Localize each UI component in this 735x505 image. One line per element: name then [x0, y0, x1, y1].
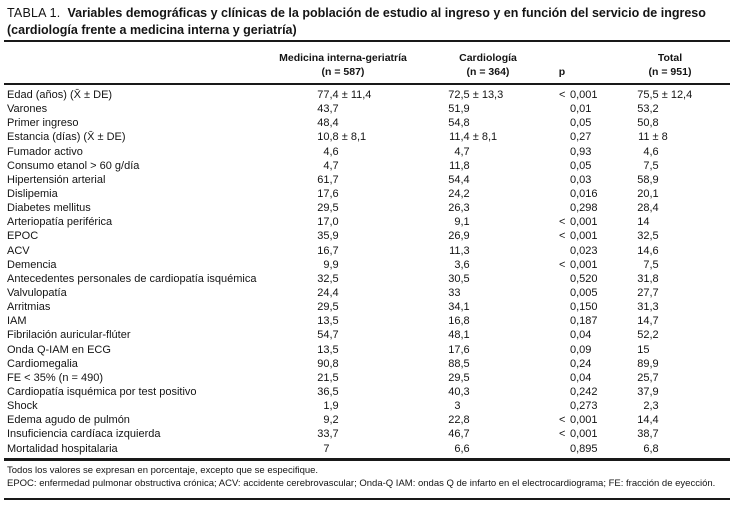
- cell-card: 48,1: [448, 329, 470, 342]
- less-than-sign: <: [559, 89, 566, 101]
- cell-med: 21,5: [317, 371, 339, 384]
- table-row: [0, 286, 735, 300]
- cell-med: 43,7: [317, 103, 339, 116]
- row-label: Fumador activo: [7, 145, 83, 158]
- cell-total: 50,8: [637, 117, 659, 130]
- integer-part: 28: [637, 202, 650, 215]
- divider-footer: [4, 498, 730, 500]
- integer-part: 54: [448, 117, 461, 130]
- integer-part: 13: [317, 343, 330, 356]
- row-label: ACV: [7, 244, 30, 257]
- integer-part: 75: [637, 89, 650, 101]
- column-header-label: Total: [657, 52, 683, 64]
- row-label: Valvulopatía: [7, 286, 67, 299]
- cell-total: 37,9: [637, 385, 659, 398]
- cell-total: 14,6: [637, 244, 659, 257]
- cell-p: 0,05: [570, 117, 592, 130]
- less-than-sign: <: [559, 216, 566, 229]
- cell-med: [317, 442, 330, 456]
- integer-part: 33: [448, 286, 461, 299]
- less-than-sign: <: [559, 230, 566, 243]
- column-header-cardiologia: [459, 51, 517, 79]
- integer-part: 51: [448, 103, 461, 116]
- cell-total: 25,7: [637, 371, 659, 384]
- cell-med: 33,7: [317, 428, 339, 441]
- row-label: Edema agudo de pulmón: [7, 414, 130, 427]
- integer-part: 21: [317, 371, 330, 384]
- integer-part: 27: [637, 286, 650, 299]
- cell-total: 31,8: [637, 272, 659, 285]
- table-row: [0, 371, 735, 385]
- cell-med: 13,5: [317, 315, 339, 328]
- cell-med: 35,9: [317, 230, 339, 243]
- integer-part: 54: [317, 329, 330, 342]
- cell-total: 89,9: [637, 357, 659, 370]
- integer-part: 48: [448, 329, 461, 342]
- cell-total: 27,7: [637, 286, 659, 299]
- cell-p: 0,04: [570, 329, 592, 342]
- table-row: [0, 201, 735, 215]
- cell-p: < 0,001: [559, 414, 598, 427]
- row-label: Primer ingreso: [7, 117, 79, 130]
- cell-p: 0,05: [570, 159, 592, 172]
- column-header-medicina-interna-geriatria: [279, 51, 407, 79]
- integer-part: 6: [454, 442, 461, 455]
- integer-part: 58: [637, 173, 650, 186]
- table-row: [0, 187, 735, 201]
- integer-part: 61: [317, 173, 330, 186]
- row-label: Arteriopatía periférica: [7, 216, 113, 229]
- table-row: [0, 300, 735, 314]
- integer-part: 24: [317, 286, 330, 299]
- integer-part: 4: [323, 159, 330, 172]
- cell-card: 11,4 ± 8,1: [449, 131, 498, 144]
- cell-p: 0,187: [570, 315, 598, 328]
- integer-part: 31: [637, 272, 650, 285]
- cell-total: 38,7: [637, 428, 659, 441]
- row-label: Diabetes mellitus: [7, 202, 91, 215]
- integer-part: 25: [637, 371, 650, 384]
- table-row: [0, 272, 735, 286]
- integer-part: 40: [448, 385, 461, 398]
- integer-part: 11: [449, 244, 461, 257]
- integer-part: 4: [323, 145, 330, 158]
- integer-part: 17: [448, 343, 461, 356]
- cell-total: 75,5 ± 12,4: [637, 89, 693, 101]
- cell-card: 34,1: [448, 301, 470, 314]
- integer-part: 48: [317, 117, 330, 130]
- integer-part: 16: [317, 244, 330, 257]
- cell-p: < 0,001: [559, 428, 598, 441]
- cell-total: 7,5: [637, 258, 659, 272]
- integer-part: 17: [317, 216, 330, 229]
- integer-part: 7: [323, 442, 330, 455]
- cell-total: 52,2: [637, 329, 659, 342]
- cell-total: 7,5: [637, 159, 659, 173]
- table-caption: [7, 5, 730, 39]
- cell-p: 0,03: [570, 173, 592, 186]
- integer-part: 88: [448, 357, 461, 370]
- table-row: [0, 173, 735, 187]
- cell-p: 0,09: [570, 343, 592, 356]
- cell-med: 16,7: [317, 244, 339, 257]
- integer-part: 24: [448, 187, 461, 200]
- integer-part: 14: [637, 216, 650, 229]
- integer-part: 3: [454, 400, 461, 413]
- cell-med: 48,4: [317, 117, 339, 130]
- table-row: [0, 399, 735, 413]
- integer-part: 29: [317, 202, 330, 215]
- table-row: [0, 116, 735, 130]
- cell-total: 6,8: [637, 442, 659, 456]
- integer-part: 14: [637, 244, 650, 257]
- cell-p: 0,023: [570, 244, 598, 257]
- integer-part: 16: [448, 315, 461, 328]
- table-row: [0, 314, 735, 328]
- integer-part: 72: [448, 89, 461, 101]
- cell-p: 0,93: [570, 145, 592, 158]
- column-header-p-value: [559, 65, 565, 79]
- integer-part: 35: [317, 230, 330, 243]
- column-header-label: Cardiología: [459, 52, 517, 64]
- cell-total: 11 ± 8: [638, 131, 668, 144]
- less-than-sign: <: [559, 414, 566, 427]
- integer-part: 1: [323, 400, 330, 413]
- cell-card: 46,7: [448, 428, 470, 441]
- integer-part: 13: [317, 315, 330, 328]
- row-label: FE < 35% (n = 490): [7, 371, 103, 384]
- cell-p: 0,150: [570, 301, 598, 314]
- cell-med: 90,8: [317, 357, 339, 370]
- less-than-sign: <: [559, 258, 566, 271]
- cell-card: 9,1: [448, 215, 470, 229]
- table-row: [0, 159, 735, 173]
- row-label: Antecedentes personales de cardiopatía isquémica: [7, 272, 257, 285]
- table-row: [0, 442, 735, 456]
- integer-part: 11: [449, 159, 461, 172]
- cell-card: [448, 399, 461, 413]
- cell-total: 2,3: [637, 399, 659, 413]
- cell-med: 61,7: [317, 173, 339, 186]
- column-header-label: Medicina interna-geriatría: [279, 52, 407, 64]
- integer-part: 14: [637, 315, 650, 328]
- cell-total: [637, 343, 650, 357]
- table-number: TABLA 1.: [7, 6, 61, 20]
- cell-med: 29,5: [317, 202, 339, 215]
- integer-part: 9: [323, 414, 330, 427]
- row-label: Demencia: [7, 258, 57, 271]
- cell-med: 13,5: [317, 343, 339, 356]
- cell-med: 4,7: [317, 159, 339, 173]
- cell-p: 0,242: [570, 385, 598, 398]
- cell-p: < 0,001: [559, 230, 598, 243]
- integer-part: 77: [317, 89, 330, 101]
- row-label: Hipertensión arterial: [7, 173, 106, 186]
- cell-total: [637, 215, 650, 229]
- row-label: Varones: [7, 103, 48, 116]
- cell-med: 1,9: [317, 399, 339, 413]
- integer-part: 89: [637, 357, 650, 370]
- column-header-total: [649, 51, 692, 79]
- table-row: [0, 102, 735, 116]
- cell-med: 4,6: [317, 145, 339, 159]
- integer-part: 22: [448, 414, 461, 427]
- integer-part: 20: [637, 187, 650, 200]
- cell-card: 51,9: [448, 103, 470, 116]
- cell-card: 72,5 ± 13,3: [448, 89, 504, 101]
- cell-p: 0,520: [570, 272, 598, 285]
- cell-total: 32,5: [637, 230, 659, 243]
- table-caption-text: Variables demográficas y clínicas de la población de estudio al ingreso y en función del servicio de ingreso (cardiología frente a medicina interna y geriatría): [7, 6, 706, 37]
- integer-part: 6: [643, 442, 650, 455]
- cell-total: 58,9: [637, 173, 659, 186]
- integer-part: 26: [448, 202, 461, 215]
- cell-med: 29,5: [317, 301, 339, 314]
- integer-part: 11: [638, 131, 650, 144]
- cell-med: 32,5: [317, 272, 339, 285]
- cell-p: 0,895: [570, 442, 598, 455]
- cell-p: 0,273: [570, 400, 598, 413]
- integer-part: 46: [448, 428, 461, 441]
- footnote-values-note: Todos los valores se expresan en porcentaje, excepto que se especifique.: [7, 465, 319, 476]
- table-row: [0, 229, 735, 243]
- table-row: [0, 88, 735, 102]
- footnote-abbreviations: EPOC: enfermedad pulmonar obstructiva crónica; ACV: accidente cerebrovascular; Onda-Q IAM: ondas Q de infarto en el electrocardiograma; FE: fracción de eyección.: [7, 478, 716, 489]
- divider-header: [4, 83, 730, 85]
- integer-part: 37: [637, 385, 650, 398]
- integer-part: 32: [317, 272, 330, 285]
- row-label: Edad (años) (X̄ ± DE): [7, 89, 113, 101]
- integer-part: 4: [454, 145, 461, 158]
- table-row: [0, 258, 735, 272]
- integer-part: 9: [454, 216, 461, 229]
- integer-part: 32: [637, 230, 650, 243]
- integer-part: 11: [449, 131, 461, 144]
- integer-part: 2: [643, 400, 650, 413]
- row-label: Fibrilación auricular-flúter: [7, 329, 131, 342]
- integer-part: 53: [637, 103, 650, 116]
- cell-p: 0,298: [570, 202, 598, 215]
- cell-card: 29,5: [448, 371, 470, 384]
- integer-part: 43: [317, 103, 330, 116]
- integer-part: 31: [637, 301, 650, 314]
- cell-p: 0,04: [570, 371, 592, 384]
- integer-part: 26: [448, 230, 461, 243]
- integer-part: 34: [448, 301, 461, 314]
- integer-part: 30: [448, 272, 461, 285]
- integer-part: 14: [637, 414, 650, 427]
- cell-med: 54,7: [317, 329, 339, 342]
- table-row: [0, 427, 735, 441]
- integer-part: 38: [637, 428, 650, 441]
- integer-part: 9: [323, 258, 330, 271]
- table-row: [0, 343, 735, 357]
- cell-card: 11,8: [449, 159, 470, 172]
- cell-med: 10,8 ± 8,1: [317, 131, 367, 144]
- integer-part: 90: [317, 357, 330, 370]
- cell-card: 30,5: [448, 272, 470, 285]
- cell-card: 3,6: [448, 258, 470, 272]
- integer-part: 7: [643, 159, 650, 172]
- table-row: [0, 385, 735, 399]
- row-label: Arritmias: [7, 301, 51, 314]
- row-label: Mortalidad hospitalaria: [7, 442, 118, 455]
- integer-part: 15: [637, 343, 650, 356]
- cell-med: 17,6: [317, 187, 339, 200]
- cell-total: 14,4: [637, 414, 659, 427]
- cell-med: 9,2: [317, 413, 339, 427]
- cell-p: 0,01: [570, 103, 592, 116]
- row-label: Onda Q-IAM en ECG: [7, 343, 111, 356]
- cell-card: 17,6: [448, 343, 470, 356]
- cell-med: 9,9: [317, 258, 339, 272]
- cell-card: [448, 286, 461, 300]
- row-label: Estancia (días) (X̄ ± DE): [7, 131, 126, 144]
- row-label: Insuficiencia cardíaca izquierda: [7, 428, 161, 441]
- row-label: EPOC: [7, 230, 39, 243]
- column-header-label: p: [558, 66, 566, 78]
- integer-part: 50: [637, 117, 650, 130]
- table-body: [0, 88, 735, 456]
- row-label: Dislipemia: [7, 187, 58, 200]
- table-row: [0, 145, 735, 159]
- cell-med: 77,4 ± 11,4: [317, 89, 372, 101]
- cell-card: 24,2: [448, 187, 470, 200]
- table-footnotes: [7, 464, 733, 490]
- cell-card: 22,8: [448, 414, 470, 427]
- table-row: [0, 215, 735, 229]
- cell-total: 20,1: [637, 187, 659, 200]
- integer-part: 29: [448, 371, 461, 384]
- table-row: [0, 357, 735, 371]
- divider-top: [4, 40, 730, 42]
- cell-p: < 0,001: [559, 89, 598, 101]
- cell-total: 28,4: [637, 202, 659, 215]
- cell-card: 4,7: [448, 145, 470, 159]
- less-than-sign: <: [559, 428, 566, 441]
- cell-card: 16,8: [448, 315, 470, 328]
- integer-part: 52: [637, 329, 650, 342]
- cell-card: 26,3: [448, 202, 470, 215]
- cell-total: 31,3: [637, 301, 659, 314]
- column-header-n: (n = 951): [648, 66, 692, 78]
- integer-part: 54: [448, 173, 461, 186]
- cell-p: 0,27: [570, 131, 592, 144]
- cell-card: 26,9: [448, 230, 470, 243]
- cell-p: < 0,001: [559, 258, 598, 271]
- integer-part: 33: [317, 428, 330, 441]
- cell-total: 4,6: [637, 145, 659, 159]
- cell-total: 14,7: [637, 315, 659, 328]
- integer-part: 36: [317, 385, 330, 398]
- cell-med: 24,4: [317, 286, 339, 299]
- cell-total: 53,2: [637, 103, 659, 116]
- table-row: [0, 328, 735, 342]
- integer-part: 4: [643, 145, 650, 158]
- cell-med: 36,5: [317, 385, 339, 398]
- cell-card: 6,6: [448, 442, 470, 456]
- cell-card: 54,8: [448, 117, 470, 130]
- table-row: [0, 413, 735, 427]
- column-header-n: (n = 587): [321, 66, 365, 78]
- table-row: [0, 244, 735, 258]
- cell-p: 0,016: [570, 187, 598, 200]
- cell-p: < 0,001: [559, 216, 598, 229]
- cell-med: 17,0: [317, 216, 339, 229]
- table-row: [0, 130, 735, 144]
- integer-part: 17: [317, 187, 330, 200]
- cell-p: 0,005: [570, 286, 598, 299]
- row-label: Cardiomegalia: [7, 357, 78, 370]
- cell-card: 11,3: [449, 244, 470, 257]
- integer-part: 3: [454, 258, 461, 271]
- integer-part: 7: [643, 258, 650, 271]
- cell-card: 88,5: [448, 357, 470, 370]
- divider-bottom: [4, 458, 730, 461]
- cell-card: 54,4: [448, 173, 470, 186]
- column-header-n: (n = 364): [466, 66, 510, 78]
- row-label: IAM: [7, 315, 27, 328]
- cell-p: 0,24: [570, 357, 592, 370]
- row-label: Consumo etanol > 60 g/día: [7, 159, 140, 172]
- integer-part: 10: [317, 131, 330, 144]
- row-label: Cardiopatía isquémica por test positivo: [7, 385, 197, 398]
- integer-part: 29: [317, 301, 330, 314]
- row-label: Shock: [7, 400, 38, 413]
- cell-card: 40,3: [448, 385, 470, 398]
